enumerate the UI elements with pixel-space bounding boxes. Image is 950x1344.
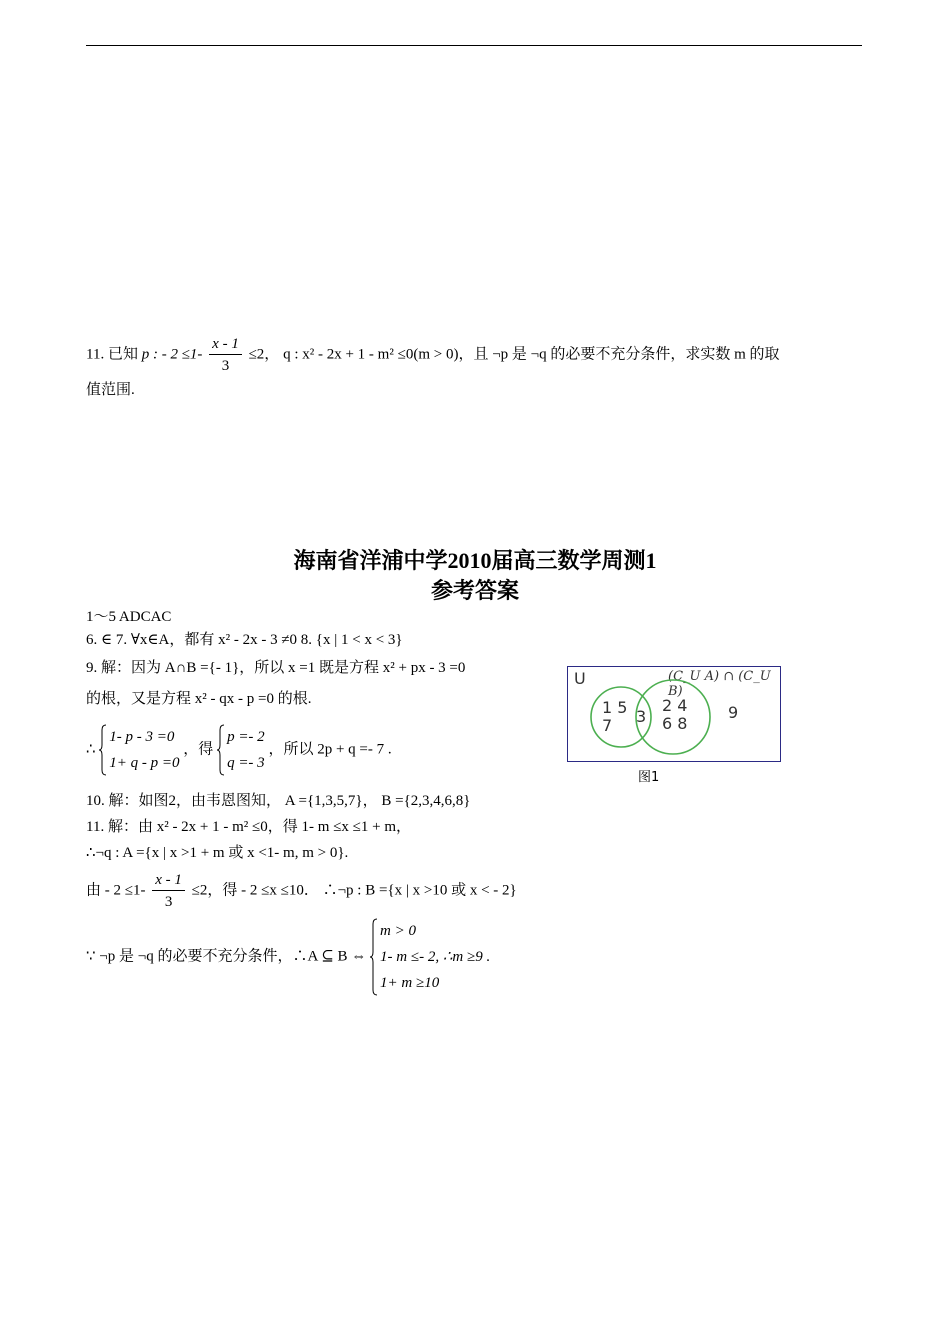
q11-q-def: q : x² - 2x + 1 - m² ≤0(m > 0)，且 ¬p 是 ¬q 的必要不充分条件，求实数 m 的取 (283, 346, 780, 363)
venn-universe-label: U (574, 669, 586, 688)
venn-header: (C_U A) ∩ (C_U B) (668, 669, 771, 699)
question-11 (86, 336, 780, 374)
answer-subtitle: 参考答案 (430, 578, 519, 603)
q11-frac-num: x - 1 (209, 336, 242, 355)
system-9b (217, 724, 265, 776)
system-9b-row1: p =- 2 (227, 729, 265, 745)
system-9b-row2: q =- 3 (227, 755, 265, 771)
venn-right-only: 2 4 6 8 (662, 696, 688, 733)
answer-11-system (86, 918, 490, 996)
answer-11-line3-post: ≤2，得 - 2 ≤x ≤10． ∴¬p : B ={x | x >10 或 x < - 2} (191, 882, 517, 899)
answer-9-system (86, 724, 392, 776)
answer-title: 海南省洋浦中学2010届高三数学周测1 (293, 548, 657, 573)
answer-11-line1: 11. 解：由 x² - 2x + 1 - m² ≤0，得 1- m ≤x ≤1 + m， (86, 819, 412, 835)
venn-diagram (567, 666, 781, 762)
venn-intersection: 3 (636, 707, 647, 726)
system-9a-row2: 1+ q - p =0 (109, 755, 180, 771)
q11-p-end: ≤2， (248, 346, 280, 363)
system-11-row2: 1- m ≤- 2, ∴m ≥9 . (380, 949, 491, 965)
q11-line2: 值范围. (86, 382, 135, 398)
answer-11-line2: ∴¬q : A ={x | x >1 + m 或 x <1- m, m > 0}. (86, 845, 349, 861)
system-9-mid: ，得 (183, 741, 214, 758)
venn-outside: 9 (728, 703, 739, 722)
q11-fraction (209, 336, 242, 374)
system-11-lead: ∵ ¬p 是 ¬q 的必要不充分条件，∴A ⊆ B ⇔ (86, 948, 367, 965)
system-9a (99, 724, 179, 776)
q11-p-def: p : - 2 ≤1- (141, 346, 203, 363)
system-9-end: ，所以 2p + q =- 7 . (268, 741, 392, 758)
answer-1-5: 1～5 ADCAC (86, 609, 172, 625)
figure-caption: 图1 (638, 770, 660, 785)
header-rule (86, 45, 862, 46)
answer-11-frac-den: 3 (164, 894, 173, 910)
system-11-row1: m > 0 (380, 923, 417, 939)
answer-11-fraction (152, 872, 185, 910)
q11-prefix: 11. 已知 (86, 346, 138, 363)
answer-11-line3-pre: 由 - 2 ≤1- (86, 882, 146, 899)
system-11 (370, 918, 490, 996)
left-brace-icon (370, 918, 378, 996)
answer-6-8: 6. ∈ 7. ∀x∈A，都有 x² - 2x - 3 ≠0 8. {x | 1 < x < 3} (86, 632, 403, 648)
q11-frac-den: 3 (221, 358, 230, 374)
answer-9-line1: 9. 解：因为 A∩B ={- 1}，所以 x =1 既是方程 x² + px - 3 =0 (86, 660, 466, 676)
left-brace-icon (99, 724, 107, 776)
answer-10: 10. 解：如图2，由韦恩图知， A ={1,3,5,7}， B ={2,3,4,6,8} (86, 793, 471, 809)
answer-11-frac-num: x - 1 (152, 872, 185, 891)
therefore-symbol: ∴ (86, 741, 96, 758)
answer-11-line3 (86, 872, 517, 910)
answer-9-line2: 的根，又是方程 x² - qx - p =0 的根. (86, 691, 312, 707)
system-9a-row1: 1- p - 3 =0 (109, 729, 175, 745)
system-11-row3: 1+ m ≥10 (380, 975, 440, 991)
venn-left-only: 1 5 7 (602, 698, 628, 735)
left-brace-icon (217, 724, 225, 776)
